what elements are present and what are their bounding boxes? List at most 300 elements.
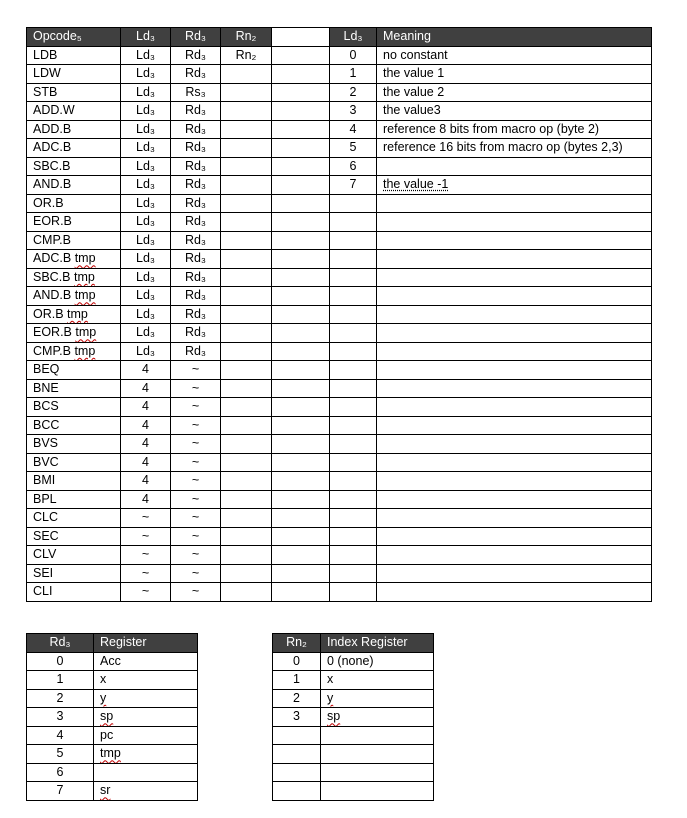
table-cell bbox=[121, 231, 171, 250]
register-table-header bbox=[27, 634, 198, 653]
opcode-table-header bbox=[27, 28, 652, 47]
table-cell bbox=[221, 361, 272, 380]
table-cell bbox=[221, 102, 272, 121]
table-row bbox=[27, 361, 652, 380]
cell-text: the value 1 bbox=[383, 66, 445, 81]
cell-text: 4 bbox=[142, 399, 149, 414]
cell-text: Rd₃ bbox=[184, 214, 207, 229]
table-cell bbox=[272, 120, 330, 139]
cell-text: Ld₃ bbox=[136, 195, 155, 210]
table-cell bbox=[27, 102, 121, 121]
cell-text: 0 (none) bbox=[327, 653, 374, 668]
table-cell bbox=[377, 213, 652, 232]
table-row bbox=[27, 213, 652, 232]
cell-text: Ld₃ bbox=[136, 177, 155, 192]
cell-text: Ld₃ bbox=[136, 325, 155, 340]
table-cell bbox=[321, 763, 434, 782]
table-cell bbox=[121, 194, 171, 213]
table-cell bbox=[121, 435, 171, 454]
cell-text: Ld₃ bbox=[136, 84, 155, 99]
cell-text: 6 bbox=[349, 158, 357, 173]
table-cell bbox=[272, 102, 330, 121]
table-cell bbox=[171, 120, 221, 139]
cell-text: ~ bbox=[191, 565, 200, 580]
table-cell bbox=[121, 157, 171, 176]
cell-text: Rd₃ bbox=[184, 343, 207, 358]
table-cell bbox=[272, 472, 330, 491]
table-row bbox=[27, 120, 652, 139]
table-cell bbox=[27, 176, 121, 195]
table-cell bbox=[121, 453, 171, 472]
table-cell bbox=[377, 139, 652, 158]
table-cell bbox=[221, 176, 272, 195]
table-cell bbox=[121, 176, 171, 195]
table-row bbox=[27, 157, 652, 176]
table-cell bbox=[221, 194, 272, 213]
table-cell bbox=[171, 46, 221, 65]
table-row bbox=[27, 342, 652, 361]
main-table-header-cell: Rn₂ bbox=[221, 28, 272, 47]
table-cell bbox=[171, 416, 221, 435]
cell-text: Rd₃ bbox=[184, 140, 207, 155]
cell-text: Rd₃ bbox=[184, 232, 207, 247]
table-cell bbox=[171, 324, 221, 343]
table-cell bbox=[94, 689, 198, 708]
table-row bbox=[27, 527, 652, 546]
main-table-header-cell: Opcode₅ bbox=[27, 28, 121, 47]
table-cell bbox=[330, 157, 377, 176]
table-cell bbox=[27, 564, 121, 583]
table-row bbox=[27, 453, 652, 472]
table-cell bbox=[330, 176, 377, 195]
table-cell bbox=[330, 527, 377, 546]
table-cell bbox=[272, 416, 330, 435]
cell-text: AND.B bbox=[33, 177, 72, 192]
table-cell bbox=[330, 416, 377, 435]
cell-text: reference 16 bits from macro op (bytes 2,3) bbox=[383, 140, 623, 155]
table-cell bbox=[272, 139, 330, 158]
table-cell bbox=[121, 213, 171, 232]
table-row bbox=[27, 546, 652, 565]
cell-text: ~ bbox=[191, 362, 200, 377]
table-cell bbox=[272, 398, 330, 417]
table-cell bbox=[94, 763, 198, 782]
spellcheck-word: tmp bbox=[74, 269, 95, 284]
cell-text: OR.B tmp bbox=[33, 306, 88, 321]
cell-text: ADD.B bbox=[33, 121, 72, 136]
table-cell bbox=[121, 83, 171, 102]
table-cell bbox=[27, 416, 121, 435]
table-cell bbox=[321, 708, 434, 727]
cell-text: Ld₃ bbox=[136, 269, 155, 284]
cell-text: 1 bbox=[293, 672, 300, 687]
cell-text: STB bbox=[33, 84, 58, 99]
table-cell bbox=[27, 342, 121, 361]
cell-text: sr bbox=[100, 783, 111, 798]
table-cell bbox=[171, 157, 221, 176]
cell-text: ~ bbox=[191, 473, 200, 488]
table-cell bbox=[121, 472, 171, 491]
table-cell bbox=[272, 231, 330, 250]
table-cell bbox=[377, 157, 652, 176]
cell-text: 5 bbox=[349, 140, 357, 155]
table-cell bbox=[94, 745, 198, 764]
cell-text: ADD.W bbox=[33, 103, 75, 118]
table-cell bbox=[377, 509, 652, 528]
cell-text: Ld₃ bbox=[136, 103, 155, 118]
cell-text: 4 bbox=[142, 454, 149, 469]
cell-text: LDW bbox=[33, 66, 61, 81]
table-cell bbox=[272, 583, 330, 602]
table-cell bbox=[27, 689, 94, 708]
table-cell bbox=[330, 139, 377, 158]
cell-text: Rd₃ bbox=[184, 47, 207, 62]
table-row bbox=[27, 564, 652, 583]
table-cell bbox=[171, 564, 221, 583]
cell-text: 6 bbox=[56, 764, 64, 779]
cell-text: BPL bbox=[33, 491, 57, 506]
table-cell bbox=[171, 268, 221, 287]
cell-text: Rd₃ bbox=[184, 103, 207, 118]
table-cell bbox=[377, 361, 652, 380]
table-cell bbox=[377, 305, 652, 324]
cell-text: BVS bbox=[33, 436, 59, 451]
cell-text: BVC bbox=[33, 454, 59, 469]
table-cell bbox=[27, 379, 121, 398]
main-table-header-cell: Meaning bbox=[377, 28, 652, 47]
table-row bbox=[273, 782, 434, 801]
table-cell bbox=[330, 453, 377, 472]
index-register-table bbox=[272, 633, 434, 801]
table-cell bbox=[94, 726, 198, 745]
table-row bbox=[27, 287, 652, 306]
cell-text: LDB bbox=[33, 47, 58, 62]
table-cell bbox=[330, 398, 377, 417]
cell-text: Rd₃ bbox=[184, 158, 207, 173]
cell-text: CMP.B bbox=[33, 232, 71, 247]
cell-text: ~ bbox=[191, 417, 200, 432]
table-cell bbox=[321, 652, 434, 671]
table-cell bbox=[171, 213, 221, 232]
table-cell bbox=[171, 342, 221, 361]
table-cell bbox=[377, 472, 652, 491]
table-row bbox=[27, 416, 652, 435]
cell-text: Rd₃ bbox=[184, 251, 207, 266]
table-cell bbox=[121, 546, 171, 565]
cell-text: CLV bbox=[33, 547, 57, 562]
cell-text: sp bbox=[327, 709, 341, 724]
table-cell bbox=[272, 490, 330, 509]
table-cell bbox=[221, 120, 272, 139]
table-row bbox=[27, 763, 198, 782]
register-table-header-cell: Register bbox=[94, 634, 198, 653]
table-cell bbox=[221, 287, 272, 306]
table-cell bbox=[27, 398, 121, 417]
table-cell bbox=[171, 194, 221, 213]
table-cell bbox=[27, 231, 121, 250]
index-table-header-cell: Rn₂ bbox=[273, 634, 321, 653]
cell-text: BCC bbox=[33, 417, 60, 432]
table-cell bbox=[221, 46, 272, 65]
cell-text: Ld₃ bbox=[136, 343, 155, 358]
table-cell bbox=[377, 46, 652, 65]
table-cell bbox=[330, 83, 377, 102]
table-cell bbox=[273, 652, 321, 671]
table-cell bbox=[221, 546, 272, 565]
table-row bbox=[273, 652, 434, 671]
table-cell bbox=[121, 416, 171, 435]
table-cell bbox=[27, 268, 121, 287]
table-cell bbox=[377, 194, 652, 213]
table-cell bbox=[221, 527, 272, 546]
table-cell bbox=[377, 546, 652, 565]
main-table-header-cell: Ld₃ bbox=[330, 28, 377, 47]
table-cell bbox=[27, 83, 121, 102]
cell-text: 2 bbox=[349, 84, 357, 99]
table-cell bbox=[171, 509, 221, 528]
table-cell bbox=[221, 342, 272, 361]
table-row bbox=[27, 782, 198, 801]
spellcheck-word: tmp bbox=[74, 251, 96, 266]
table-cell bbox=[377, 583, 652, 602]
table-cell bbox=[221, 453, 272, 472]
register-table bbox=[26, 633, 198, 801]
table-cell bbox=[27, 213, 121, 232]
cell-text: EOR.B tmp bbox=[33, 325, 97, 340]
table-cell bbox=[377, 564, 652, 583]
table-cell bbox=[330, 435, 377, 454]
table-cell bbox=[330, 509, 377, 528]
cell-text: CMP.B tmp bbox=[33, 343, 96, 358]
cell-text: 3 bbox=[56, 709, 64, 724]
table-cell bbox=[377, 231, 652, 250]
table-cell bbox=[171, 139, 221, 158]
table-cell bbox=[121, 398, 171, 417]
table-cell bbox=[272, 527, 330, 546]
table-cell bbox=[377, 268, 652, 287]
table-row bbox=[273, 745, 434, 764]
table-row bbox=[27, 583, 652, 602]
table-cell bbox=[330, 546, 377, 565]
spellcheck-word: tmp bbox=[74, 288, 96, 303]
table-cell bbox=[377, 324, 652, 343]
table-row bbox=[27, 139, 652, 158]
table-cell bbox=[330, 65, 377, 84]
table-cell bbox=[377, 416, 652, 435]
table-cell bbox=[171, 83, 221, 102]
table-cell bbox=[27, 652, 94, 671]
table-cell bbox=[330, 194, 377, 213]
cell-text: Rd₃ bbox=[184, 177, 207, 192]
table-cell bbox=[121, 46, 171, 65]
table-cell bbox=[221, 305, 272, 324]
table-cell bbox=[330, 305, 377, 324]
table-cell bbox=[171, 398, 221, 417]
table-cell bbox=[221, 268, 272, 287]
table-cell bbox=[171, 65, 221, 84]
cell-text: BMI bbox=[33, 473, 56, 488]
cell-text: the value -1 bbox=[383, 177, 449, 192]
table-row bbox=[273, 726, 434, 745]
table-cell bbox=[27, 745, 94, 764]
table-cell bbox=[272, 509, 330, 528]
table-cell bbox=[321, 782, 434, 801]
index-table-header-cell: Index Register bbox=[321, 634, 434, 653]
table-cell bbox=[171, 287, 221, 306]
table-cell bbox=[121, 564, 171, 583]
table-cell bbox=[272, 361, 330, 380]
table-cell bbox=[27, 46, 121, 65]
table-cell bbox=[171, 435, 221, 454]
table-cell bbox=[272, 453, 330, 472]
table-cell bbox=[27, 671, 94, 690]
cell-text: ~ bbox=[141, 547, 150, 562]
table-cell bbox=[377, 83, 652, 102]
cell-text: EOR.B bbox=[33, 214, 72, 229]
table-cell bbox=[272, 157, 330, 176]
cell-text: Ld₃ bbox=[136, 251, 155, 266]
main-table-header-cell: Ld₃ bbox=[121, 28, 171, 47]
table-cell bbox=[171, 527, 221, 546]
cell-text: Acc bbox=[100, 653, 121, 668]
cell-text: pc bbox=[100, 727, 114, 742]
cell-text: ~ bbox=[191, 436, 200, 451]
cell-text: 4 bbox=[142, 362, 149, 377]
table-row bbox=[27, 509, 652, 528]
cell-text: Rd₃ bbox=[184, 66, 207, 81]
table-cell bbox=[321, 745, 434, 764]
table-cell bbox=[330, 287, 377, 306]
table-cell bbox=[273, 708, 321, 727]
cell-text: CLI bbox=[33, 584, 53, 599]
table-cell bbox=[221, 509, 272, 528]
cell-text: SBC.B bbox=[33, 158, 71, 173]
table-cell bbox=[171, 102, 221, 121]
table-row bbox=[27, 231, 652, 250]
table-cell bbox=[171, 379, 221, 398]
table-cell bbox=[27, 324, 121, 343]
table-cell bbox=[377, 287, 652, 306]
table-cell bbox=[377, 435, 652, 454]
cell-text: 4 bbox=[142, 436, 149, 451]
cell-text: no constant bbox=[383, 47, 448, 62]
table-cell bbox=[171, 490, 221, 509]
table-row bbox=[27, 652, 198, 671]
table-cell bbox=[321, 671, 434, 690]
cell-text: 2 bbox=[56, 690, 64, 705]
table-cell bbox=[272, 287, 330, 306]
cell-text: ~ bbox=[191, 510, 200, 525]
table-cell bbox=[171, 176, 221, 195]
table-cell bbox=[272, 379, 330, 398]
table-cell bbox=[272, 176, 330, 195]
index-table-header bbox=[273, 634, 434, 653]
table-row bbox=[273, 708, 434, 727]
table-cell bbox=[273, 782, 321, 801]
cell-text: 1 bbox=[56, 672, 64, 687]
cell-text: Rn₂ bbox=[235, 47, 257, 62]
main-table-header-cell: Rd₃ bbox=[171, 28, 221, 47]
table-cell bbox=[171, 361, 221, 380]
cell-text: 2 bbox=[293, 690, 300, 705]
table-cell bbox=[272, 213, 330, 232]
table-cell bbox=[121, 490, 171, 509]
cell-text: 4 bbox=[349, 121, 357, 136]
table-row bbox=[27, 65, 652, 84]
table-row bbox=[27, 726, 198, 745]
table-cell bbox=[330, 472, 377, 491]
table-cell bbox=[121, 287, 171, 306]
table-cell bbox=[377, 250, 652, 269]
cell-text: CLC bbox=[33, 510, 59, 525]
table-cell bbox=[321, 726, 434, 745]
table-cell bbox=[221, 324, 272, 343]
cell-text: ADC.B tmp bbox=[33, 251, 96, 266]
table-cell bbox=[121, 342, 171, 361]
table-row bbox=[27, 689, 198, 708]
cell-text: y bbox=[100, 690, 107, 705]
table-cell bbox=[330, 361, 377, 380]
table-cell bbox=[330, 583, 377, 602]
cell-text: Ld₃ bbox=[136, 140, 155, 155]
cell-text: x bbox=[327, 672, 334, 687]
cell-text: Ld₃ bbox=[136, 66, 155, 81]
table-cell bbox=[272, 83, 330, 102]
table-cell bbox=[27, 305, 121, 324]
opcode-table bbox=[26, 27, 652, 602]
cell-text: SEI bbox=[33, 565, 54, 580]
table-cell bbox=[221, 416, 272, 435]
cell-text: ~ bbox=[141, 528, 150, 543]
cell-text: ~ bbox=[141, 510, 150, 525]
table-cell bbox=[121, 139, 171, 158]
table-row bbox=[27, 490, 652, 509]
table-cell bbox=[221, 157, 272, 176]
table-row bbox=[27, 435, 652, 454]
table-cell bbox=[27, 139, 121, 158]
table-cell bbox=[377, 398, 652, 417]
table-cell bbox=[121, 361, 171, 380]
table-cell bbox=[171, 231, 221, 250]
table-cell bbox=[221, 398, 272, 417]
table-cell bbox=[27, 546, 121, 565]
cell-text: BEQ bbox=[33, 362, 60, 377]
cell-text: SEC bbox=[33, 528, 59, 543]
table-cell bbox=[27, 708, 94, 727]
table-row bbox=[27, 194, 652, 213]
cell-text: Ld₃ bbox=[136, 158, 155, 173]
table-row bbox=[27, 268, 652, 287]
cell-text: 1 bbox=[349, 66, 357, 81]
cell-text: 4 bbox=[142, 473, 149, 488]
table-cell bbox=[377, 65, 652, 84]
table-row bbox=[27, 46, 652, 65]
cell-text: Rd₃ bbox=[184, 306, 207, 321]
table-row bbox=[27, 324, 652, 343]
table-cell bbox=[330, 379, 377, 398]
cell-text: Ld₃ bbox=[136, 47, 155, 62]
cell-text: Ld₃ bbox=[136, 214, 155, 229]
table-cell bbox=[272, 546, 330, 565]
table-cell bbox=[273, 726, 321, 745]
table-cell bbox=[27, 65, 121, 84]
table-cell bbox=[121, 305, 171, 324]
cell-text: Ld₃ bbox=[136, 306, 155, 321]
table-cell bbox=[27, 583, 121, 602]
table-cell bbox=[221, 472, 272, 491]
table-row bbox=[27, 250, 652, 269]
cell-text: 3 bbox=[293, 709, 300, 724]
